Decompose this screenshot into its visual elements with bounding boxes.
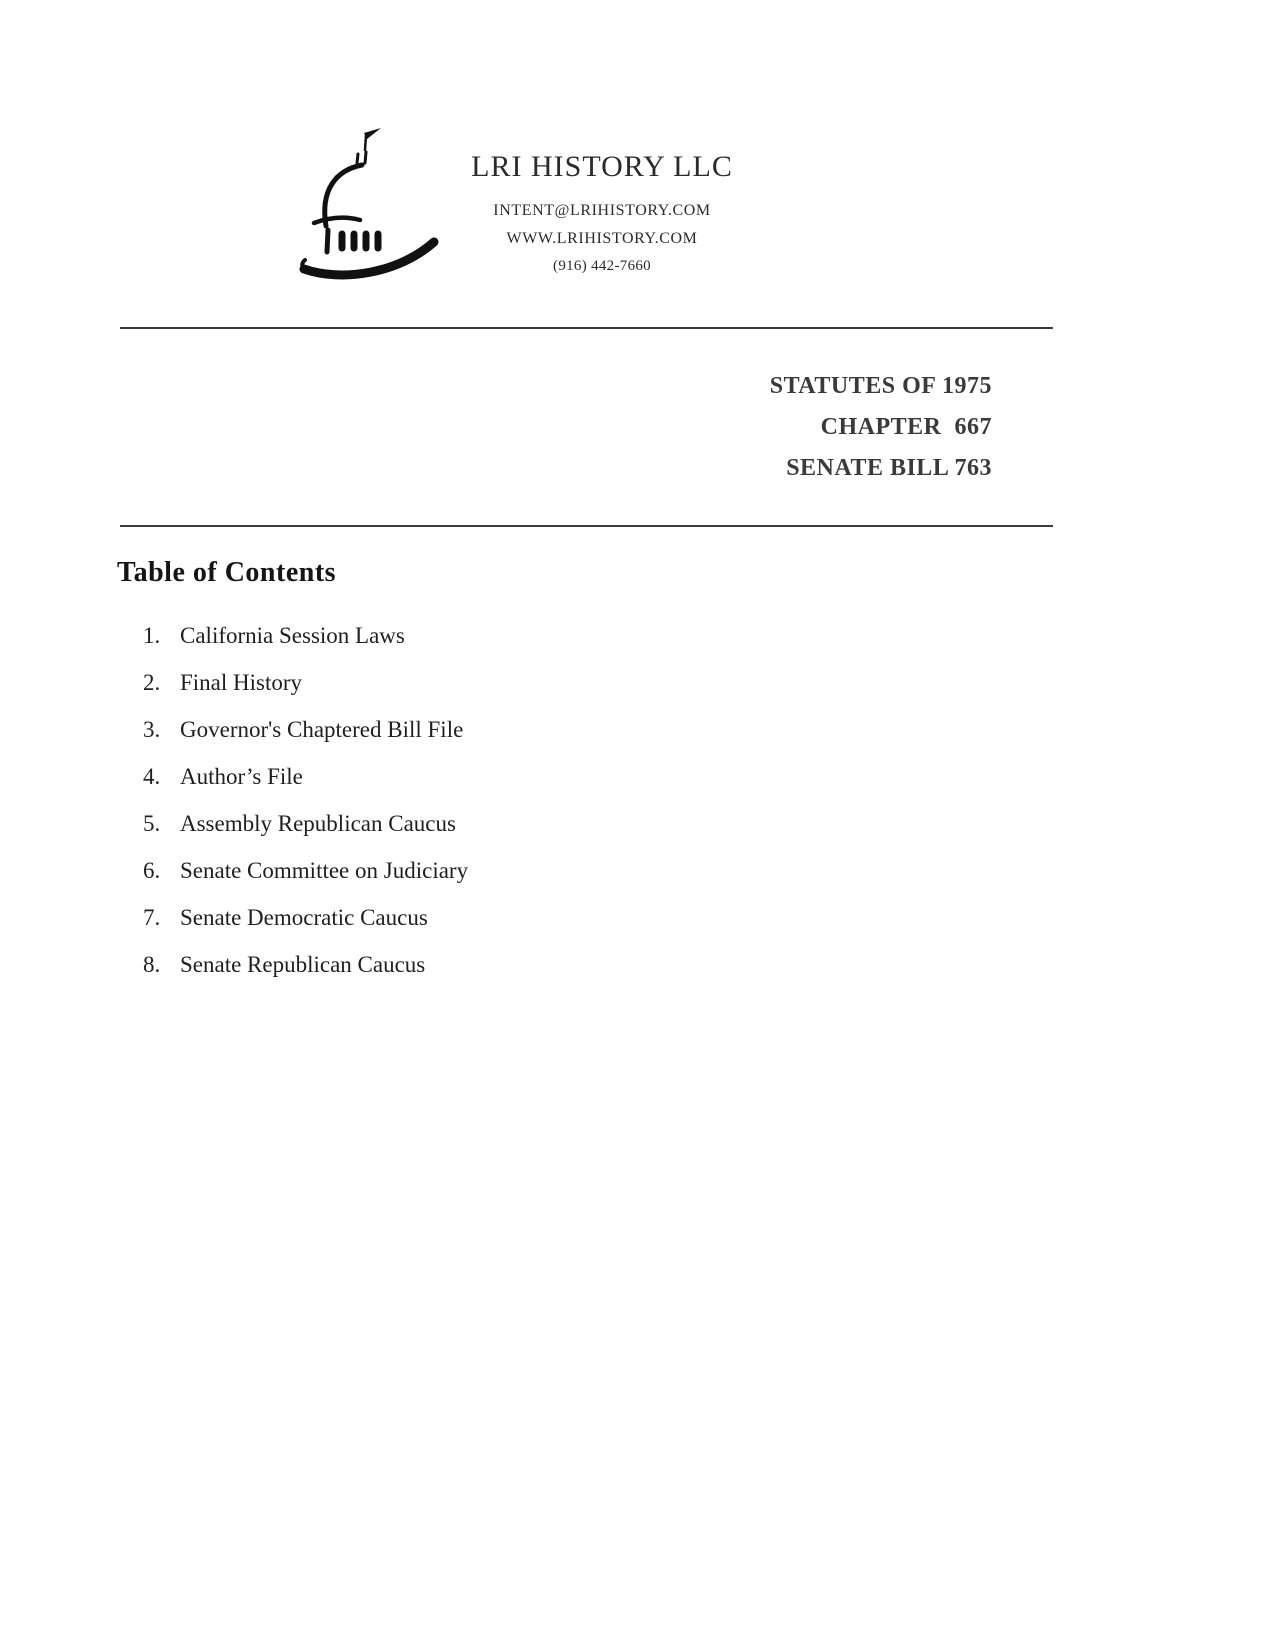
divider-bottom [120, 525, 1053, 527]
toc-item [143, 812, 468, 835]
toc-item-number: 6. [143, 858, 161, 883]
chapter-line: CHAPTER 667 [820, 414, 992, 440]
statutes-line: STATUTES OF 1975 [769, 373, 992, 399]
toc-item-label: Governor's Chaptered Bill File [180, 717, 464, 742]
toc-item-number: 8. [143, 952, 161, 977]
company-phone: (916) 442-7660 [553, 258, 651, 274]
statutes-title-block [120, 366, 992, 489]
toc-item-label: Senate Committee on Judiciary [180, 858, 469, 883]
toc-item-number: 2. [143, 670, 161, 695]
toc-item-label: Assembly Republican Caucus [180, 811, 456, 836]
company-name: LRI HISTORY LLC [471, 150, 733, 183]
capitol-dome-icon [296, 126, 446, 286]
toc-item-label: Author’s File [180, 764, 303, 789]
toc-heading: Table of Contents [117, 557, 337, 588]
toc-item-number: 4. [143, 764, 161, 789]
letterhead [468, 150, 736, 285]
toc-item [143, 953, 468, 976]
toc-list [143, 624, 468, 1000]
toc-item-number: 3. [143, 717, 161, 742]
toc-item [143, 859, 468, 882]
company-website: WWW.LRIHISTORY.COM [506, 230, 698, 247]
toc-item-label: Senate Republican Caucus [180, 952, 426, 977]
toc-item [143, 718, 468, 741]
toc-item-number: 1. [143, 623, 161, 648]
toc-item [143, 906, 468, 929]
divider-top [120, 327, 1053, 329]
senate-bill-line: SENATE BILL 763 [786, 455, 992, 481]
toc-item-label: Final History [180, 670, 303, 695]
toc-item-label: California Session Laws [180, 623, 405, 648]
company-email: INTENT@LRIHISTORY.COM [493, 202, 711, 219]
toc-item-number: 7. [143, 905, 161, 930]
capitol-dome-logo [296, 126, 446, 286]
toc-item [143, 671, 468, 694]
toc-item [143, 765, 468, 788]
toc-item-label: Senate Democratic Caucus [180, 905, 428, 930]
toc-item [143, 624, 468, 647]
toc-item-number: 5. [143, 811, 161, 836]
